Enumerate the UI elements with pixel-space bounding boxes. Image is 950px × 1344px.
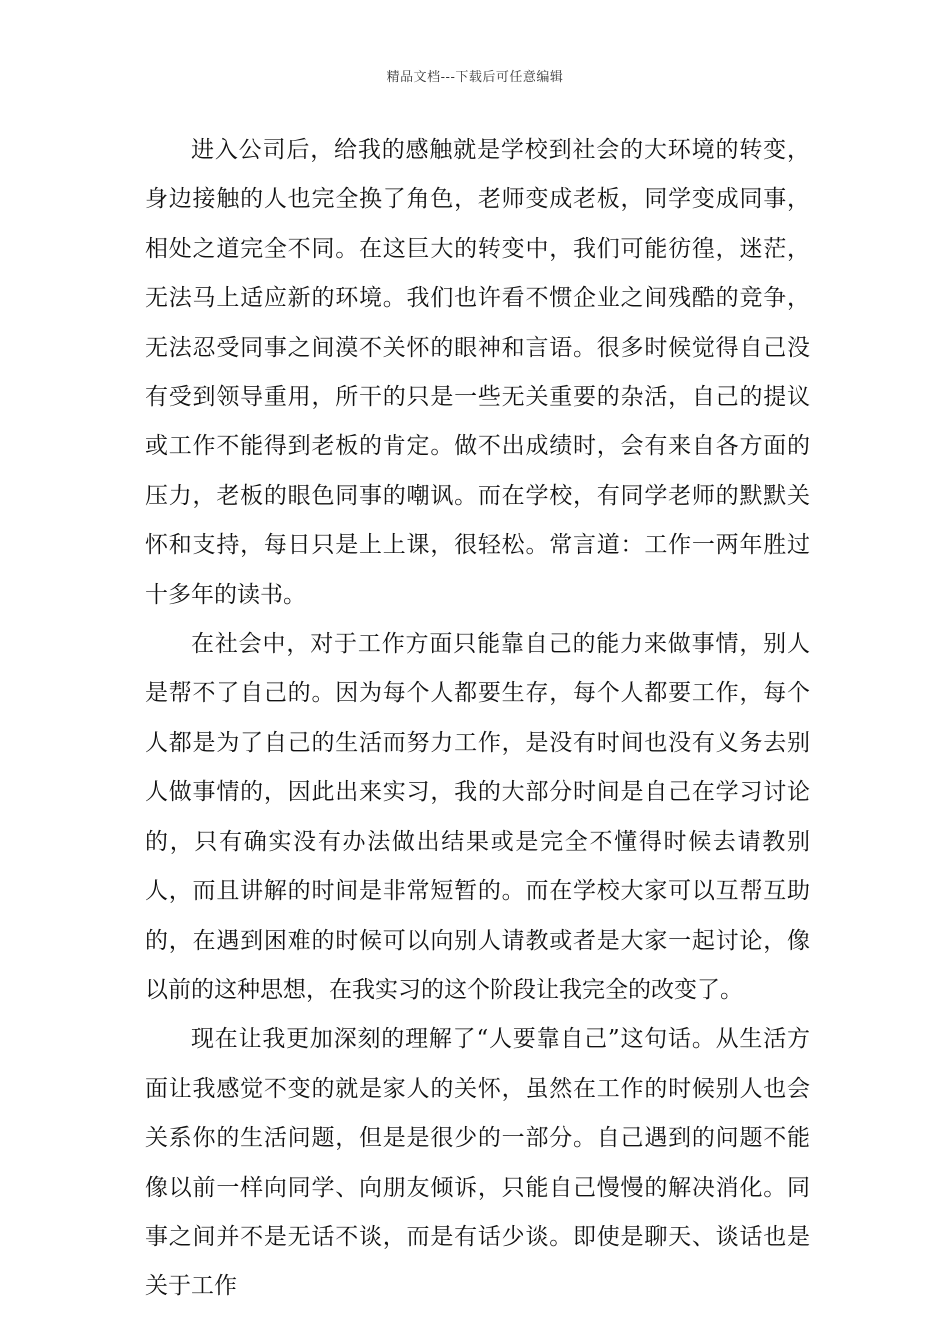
document-body xyxy=(145,126,810,1312)
paragraph-2: 在社会中，对于工作方面只能靠自己的能力来做事情，别人是帮不了自己的。因为每个人都要生存，每个人都要工作，每个人都是为了自己的生活而努力工作，是没有时间也没有义务去别人做事情的，因此出来实习，我的大部分时间是自己在学习讨论的，只有确实没有办法做出结果或是完全不懂得时候去请教别人，而且讲解的时间是非常短暂的。而在学校大家可以互帮互助的，在遇到困难的时候可以向别人请教或者是大家一起讨论，像以前的这种思想，在我实习的这个阶段让我完全的改变了。 xyxy=(145,631,810,1003)
paragraph-1: 进入公司后，给我的感触就是学校到社会的大环境的转变，身边接触的人也完全换了角色，老师变成老板，同学变成同事，相处之道完全不同。在这巨大的转变中，我们可能彷徨，迷茫，无法马上适应新的环境。我们也许看不惯企业之间残酷的竞争，无法忍受同事之间漠不关怀的眼神和言语。很多时候觉得自己没有受到领导重用，所干的只是一些无关重要的杂活，自己的提议或工作不能得到老板的肯定。做不出成绩时，会有来自各方面的压力，老板的眼色同事的嘲讽。而在学校，有同学老师的默默关怀和支持，每日只是上上课，很轻松。常言道：工作一两年胜过十多年的读书。 xyxy=(145,137,810,608)
paragraph-3: 现在让我更加深刻的理解了“人要靠自己”这句话。从生活方面让我感觉不变的就是家人的关怀，虽然在工作的时候别人也会关系你的生活问题，但是是很少的一部分。自己遇到的问题不能像以前一样向同学、向朋友倾诉，只能自己慢慢的解决消化。同事之间并不是无话不谈，而是有话少谈。即使是聊天、谈话也是关于工作 xyxy=(145,1026,810,1300)
page-header: 精品文档---下载后可任意编辑 xyxy=(386,70,564,85)
